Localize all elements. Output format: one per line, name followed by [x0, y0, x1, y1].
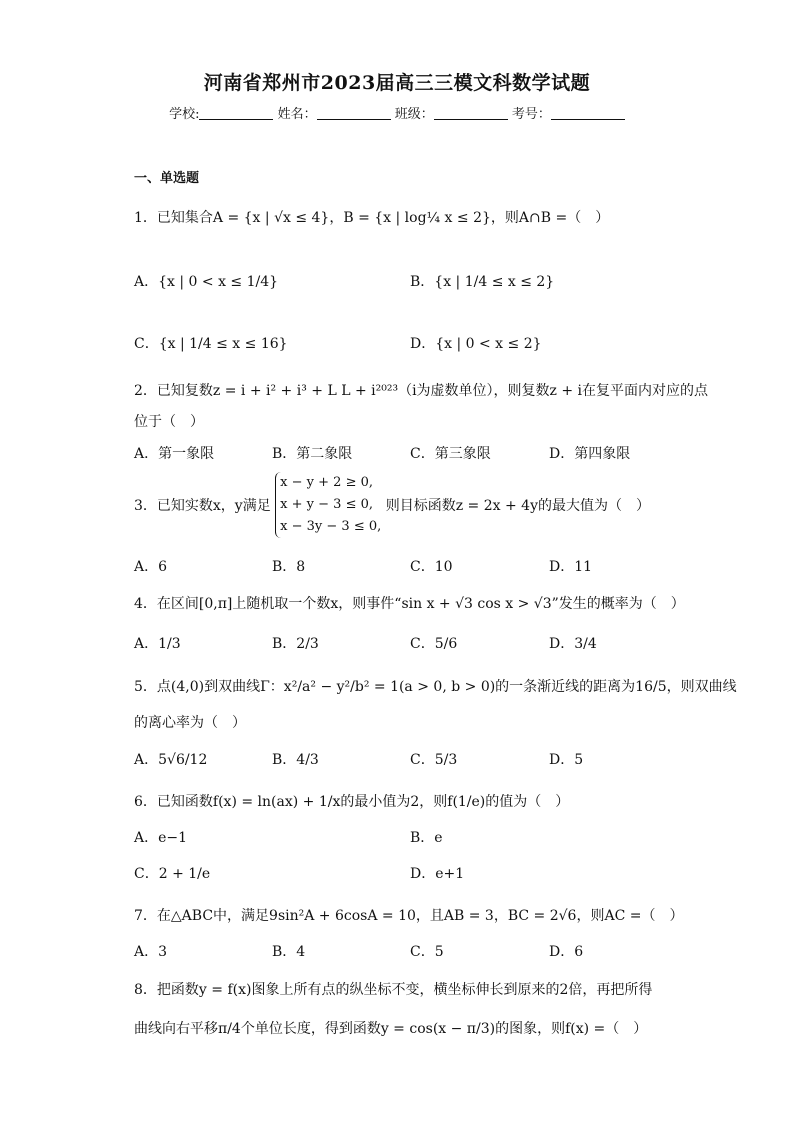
student-info-row — [0, 103, 794, 122]
question-2-stem-line2: 位于（ ） — [134, 414, 204, 430]
q6-option-c: C．2 + 1/e — [134, 866, 211, 882]
q2-option-c: C．第三象限 — [410, 446, 491, 462]
q5-option-a: A．5√6/12 — [134, 752, 208, 768]
q7-option-a: A．3 — [134, 944, 168, 960]
q3-constraint-1: x − y + 2 ≥ 0, — [280, 475, 373, 490]
name-blank[interactable] — [317, 107, 391, 120]
q5-option-b: B．4/3 — [272, 752, 319, 768]
q1-option-a: A．{x | 0 < x ≤ 1/4} — [134, 274, 279, 290]
q3-option-c: C．10 — [410, 559, 453, 575]
name-label: 姓名： — [277, 107, 317, 122]
q3-option-b: B．8 — [272, 559, 306, 575]
question-2-stem-line1: 2．已知复数z = i + i² + i³ + L L + i²⁰²³（i为虚数单位），则复数z + i在复平面内对应的点 — [134, 383, 709, 399]
q3-option-a: A．6 — [134, 559, 168, 575]
exam-number-blank[interactable] — [551, 107, 625, 120]
q3-constraint-3: x − 3y − 3 ≤ 0, — [280, 519, 382, 534]
q3-option-d: D．11 — [549, 559, 593, 575]
q5-option-d: D．5 — [549, 752, 584, 768]
question-5-stem-line1: 5．点(4,0)到双曲线Γ：x²/a² − y²/b² = 1(a > 0, b > 0)的一条渐近线的距离为16/5，则双曲线 — [134, 679, 737, 695]
q4-option-a: A．1/3 — [134, 636, 181, 652]
question-6-stem: 6．已知函数f(x) = ln(ax) + 1/x的最小值为2，则f(1/e)的值为（ ） — [134, 794, 570, 810]
q2-option-a: A．第一象限 — [134, 446, 215, 462]
question-8-stem-line2: 曲线向右平移π/4个单位长度，得到函数y = cos(x − π/3)的图象，则f(x) =（ ） — [134, 1021, 648, 1037]
q2-option-b: B．第二象限 — [272, 446, 353, 462]
question-3-stem — [134, 472, 650, 538]
q3-constraint-2: x + y − 3 ≤ 0, — [280, 497, 373, 512]
question-1-stem: 1．已知集合A = {x | √x ≤ 4}，B = {x | log¼ x ≤ 2}，则A∩B =（ ） — [134, 210, 610, 226]
q6-option-a: A．e−1 — [134, 830, 188, 846]
q3-stem-suffix: 则目标函数z = 2x + 4y的最大值为（ ） — [385, 498, 650, 514]
q3-stem-prefix: 3．已知实数x，y满足 — [134, 498, 271, 514]
class-label: 班级： — [394, 107, 434, 122]
q1-option-d: D．{x | 0 < x ≤ 2} — [410, 336, 542, 352]
q3-constraint-system — [275, 472, 381, 538]
class-blank[interactable] — [434, 107, 508, 120]
exam-number-label: 考号： — [511, 107, 551, 122]
exam-title: 河南省郑州市2023届高三三模文科数学试题 — [203, 72, 591, 94]
school-label: 学校: — [169, 107, 200, 122]
school-blank[interactable] — [199, 107, 273, 120]
q4-option-b: B．2/3 — [272, 636, 319, 652]
section-heading: 一、单选题 — [134, 171, 200, 186]
question-5-stem-line2: 的离心率为（ ） — [134, 715, 246, 731]
question-7-stem: 7．在△ABC中，满足9sin²A + 6cosA = 10，且AB = 3，BC = 2√6，则AC =（ ） — [134, 908, 684, 924]
q1-option-c: C．{x | 1/4 ≤ x ≤ 16} — [134, 336, 288, 352]
question-8-stem-line1: 8．把函数y = f(x)图象上所有点的纵坐标不变，横坐标伸长到原来的2倍，再把所得 — [134, 982, 653, 998]
q7-option-b: B．4 — [272, 944, 306, 960]
q2-option-d: D．第四象限 — [549, 446, 631, 462]
q4-option-d: D．3/4 — [549, 636, 597, 652]
q7-option-c: C．5 — [410, 944, 444, 960]
q6-option-b: B．e — [410, 830, 443, 846]
q5-option-c: C．5/3 — [410, 752, 458, 768]
q6-option-d: D．e+1 — [410, 866, 465, 882]
q7-option-d: D．6 — [549, 944, 584, 960]
question-4-stem: 4．在区间[0,π]上随机取一个数x，则事件“sin x + √3 cos x > √3”发生的概率为（ ） — [134, 596, 685, 612]
q1-option-b: B．{x | 1/4 ≤ x ≤ 2} — [410, 274, 555, 290]
q4-option-c: C．5/6 — [410, 636, 458, 652]
